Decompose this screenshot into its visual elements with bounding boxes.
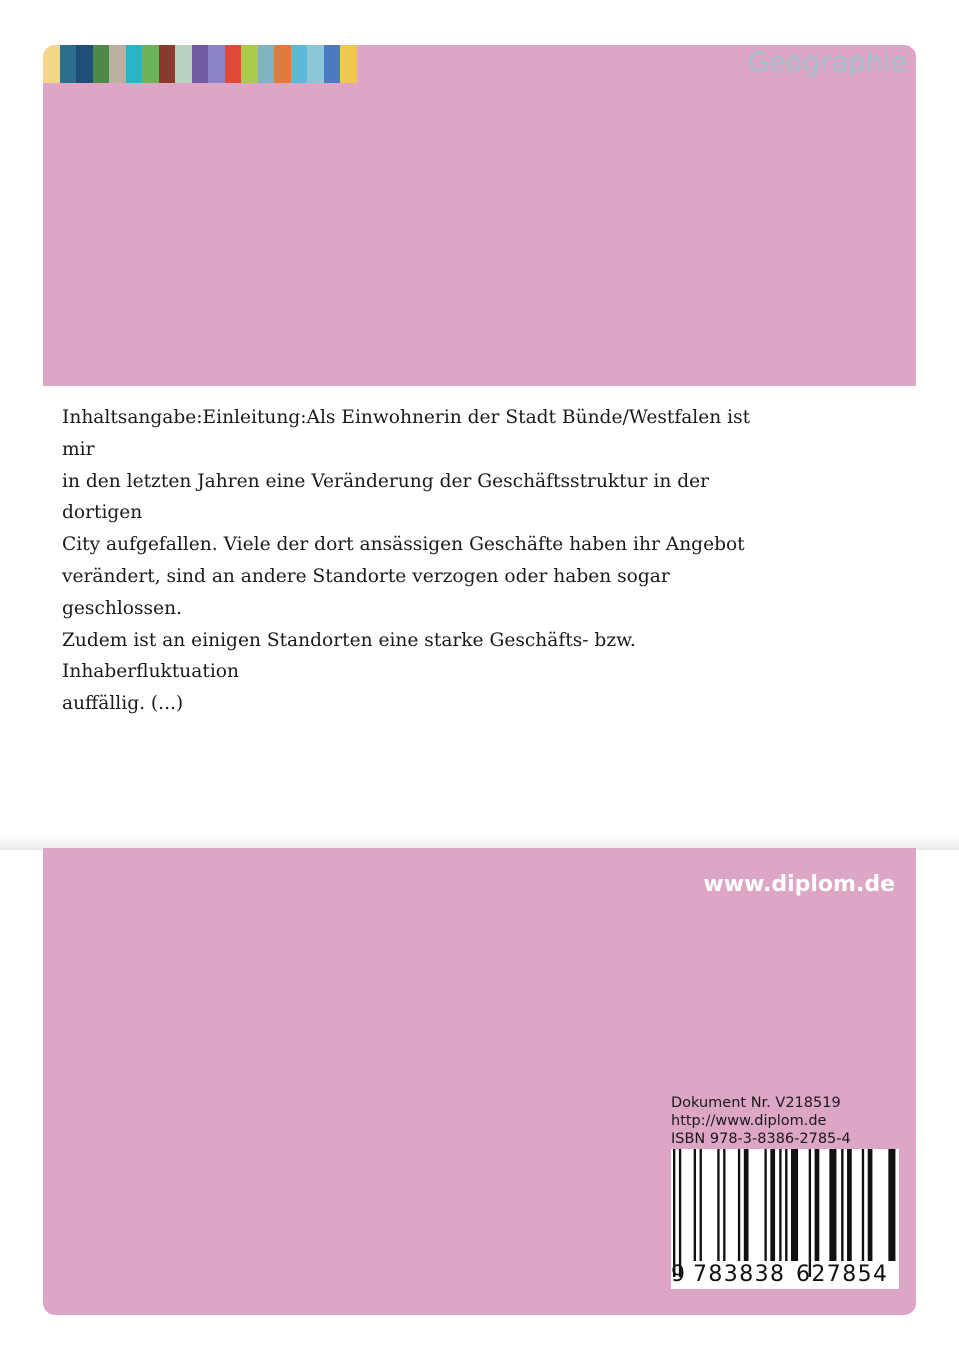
color-stripe <box>274 45 291 83</box>
category-label: Geographie <box>747 47 908 78</box>
isbn-barcode <box>671 1149 899 1289</box>
color-stripe <box>142 45 159 83</box>
barcode-bar <box>888 1149 895 1261</box>
blurb-line: in den letzten Jahren eine Veränderung der Geschäftsstruktur in der dortigen <box>62 470 710 524</box>
color-stripe <box>93 45 110 83</box>
barcode-bar <box>717 1149 719 1261</box>
barcode-bar <box>809 1149 811 1277</box>
cover-bottom-panel <box>43 848 916 1315</box>
publisher-url: http://www.diplom.de <box>671 1113 827 1129</box>
barcode-bar <box>679 1149 681 1277</box>
color-stripes <box>43 45 357 83</box>
color-stripe <box>175 45 192 83</box>
barcode-bar <box>764 1149 766 1261</box>
color-stripe <box>258 45 275 83</box>
color-stripe <box>307 45 324 83</box>
publication-meta <box>671 1094 851 1148</box>
color-stripe <box>159 45 176 83</box>
color-stripe <box>60 45 77 83</box>
barcode-bar <box>785 1149 787 1261</box>
color-stripe <box>291 45 308 83</box>
barcode-bar <box>770 1149 775 1261</box>
barcode-bar <box>829 1149 836 1261</box>
publisher-website: www.diplom.de <box>703 872 895 897</box>
barcode-digits <box>671 1262 899 1287</box>
barcode-bar <box>694 1149 696 1261</box>
color-stripe <box>126 45 143 83</box>
barcode-digit-group-1: 783838 <box>693 1262 786 1287</box>
barcode-bar <box>744 1149 749 1261</box>
cover-top-panel <box>43 45 916 386</box>
color-stripe <box>76 45 93 83</box>
blurb-line: Inhaltsangabe:Einleitung:Als Einwohnerin der Stadt Bünde/Westfalen ist mir <box>62 407 751 460</box>
blurb-line: Zudem ist an einigen Standorten eine starke Geschäfts- bzw. Inhaberfluktuation <box>62 629 636 683</box>
barcode-digit-first: 9 <box>671 1262 685 1287</box>
barcode-bar <box>673 1149 675 1277</box>
barcode-digit-group-2: 627854 <box>796 1262 889 1287</box>
barcode-bar <box>779 1149 781 1261</box>
barcode-bar <box>738 1149 740 1261</box>
barcode-bar <box>700 1149 702 1261</box>
document-number: Dokument Nr. V218519 <box>671 1095 841 1111</box>
isbn-text: ISBN 978-3-8386-2785-4 <box>671 1131 851 1147</box>
color-stripe <box>109 45 126 83</box>
barcode-bar <box>815 1149 820 1261</box>
barcode-bar <box>791 1149 798 1261</box>
color-stripe <box>192 45 209 83</box>
book-blurb <box>62 402 782 720</box>
barcode-bar <box>841 1149 843 1261</box>
barcode-bar <box>723 1149 725 1261</box>
color-stripe <box>340 45 357 83</box>
blurb-line: verändert, sind an andere Standorte verzogen oder haben sogar geschlossen. <box>62 565 670 619</box>
color-stripe <box>43 45 60 83</box>
blurb-line: City aufgefallen. Viele der dort ansässigen Geschäfte haben ihr Angebot <box>62 534 745 556</box>
color-stripe <box>324 45 341 83</box>
color-stripe <box>208 45 225 83</box>
blurb-line: auffällig. (...) <box>62 693 184 715</box>
color-stripe <box>241 45 258 83</box>
barcode-bar <box>862 1149 864 1261</box>
color-stripe <box>225 45 242 83</box>
barcode-bar <box>868 1149 873 1261</box>
barcode-bar <box>847 1149 852 1261</box>
